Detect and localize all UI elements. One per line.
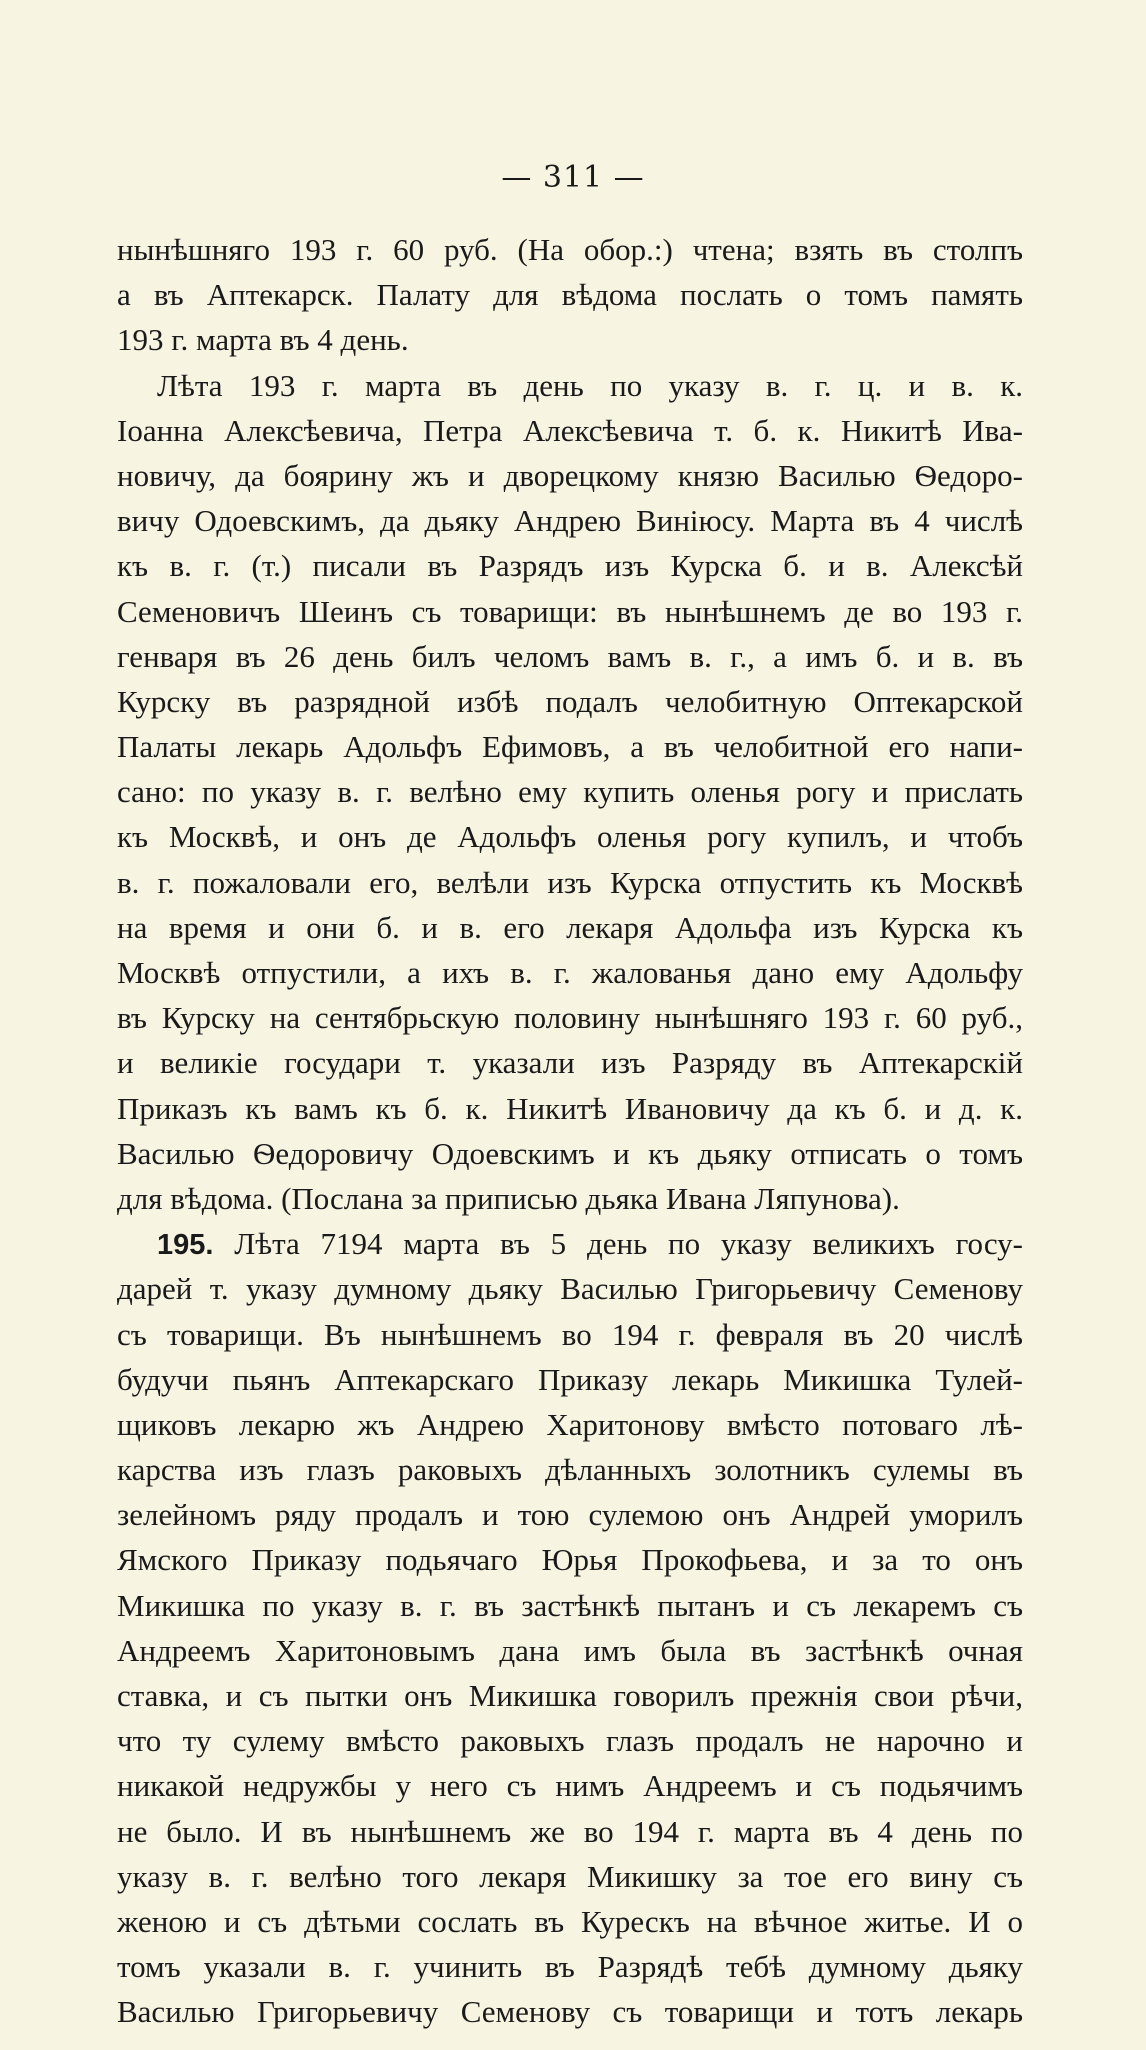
text-line: Семеновичъ Шеинъ съ товарищи: въ нынѣшнемъ де во 193 г. (117, 593, 1023, 629)
text-line: указу в. г. велѣно того лекаря Микишку за тое его вину съ (117, 1858, 1023, 1894)
text-line: Курску въ разрядной избѣ подалъ челобитную Оптекарской (117, 683, 1023, 719)
text-line: Ямского Приказу подьячаго Юрья Прокофьева, и за то онъ (117, 1542, 1023, 1578)
text-line: Приказъ къ вамъ къ б. к. Никитѣ Ивановичу да къ б. и д. к. (117, 1090, 1023, 1126)
text-line: Андреемъ Харитоновымъ дана имъ была въ застѣнкѣ очная (117, 1632, 1023, 1668)
text-line: Василью Ѳедоровичу Одоевскимъ и къ дьяку отписать о томъ (117, 1135, 1023, 1171)
text-line: что ту сулему вмѣсто раковыхъ глазъ продалъ не нарочно и (117, 1723, 1023, 1759)
text-line: Василью Григорьевичу Семенову съ товарищи и тотъ лекарь (117, 1994, 1023, 2030)
text-line: дарей т. указу думному дьяку Василью Григорьевичу Семенову (117, 1271, 1023, 1307)
text-line: нынѣшняго 193 г. 60 руб. (На обор.:) чтена; взять въ столпъ (117, 232, 1023, 267)
text-line: для вѣдома. (Послана за приписью дьяка Ивана Ляпунова). (117, 1180, 900, 1216)
page-number: — 311 — (501, 160, 645, 195)
text-line: карства изъ глазъ раковыхъ дѣланныхъ золотникъ сулемы въ (117, 1452, 1023, 1488)
text-line: 193 г. марта въ 4 день. (117, 322, 409, 358)
section-first-text: Лѣта 7194 марта въ 5 день по указу великихъ госу- (213, 1226, 1023, 1262)
text-line: ставка, и съ пытки онъ Микишка говорилъ прежнія свои рѣчи, (117, 1678, 1023, 1713)
text-line: вичу Одоевскимъ, да дьяку Андрею Виніюсу. Марта въ 4 числѣ (117, 503, 1023, 539)
text-line: никакой недружбы у него съ нимъ Андреемъ и съ подьячимъ (117, 1768, 1023, 1804)
text-line: новичу, да боярину жъ и дворецкому князю Василью Ѳедоро- (117, 457, 1023, 493)
text-line: къ Москвѣ, и онъ де Адольфъ оленья рогу купилъ, и чтобъ (117, 819, 1023, 855)
text-line: Микишка по указу в. г. въ застѣнкѣ пытанъ и съ лекаремъ съ (117, 1587, 1023, 1623)
text-line: в. г. пожаловали его, велѣли изъ Курска отпустить къ Москвѣ (117, 864, 1023, 900)
body-text (117, 227, 1023, 2035)
text-line: Іоанна Алексѣевича, Петра Алексѣевича т. б. к. Никитѣ Ива- (117, 412, 1023, 448)
text-line: генваря въ 26 день билъ челомъ вамъ в. г., а имъ б. и в. въ (117, 638, 1023, 674)
text-line: Лѣта 193 г. марта въ день по указу в. г. ц. и в. к. (157, 367, 1023, 403)
text-line: въ Курску на сентябрьскую половину нынѣшняго 193 г. 60 руб., (117, 1000, 1023, 1036)
text-line: а въ Аптекарск. Палату для вѣдома послать о томъ память (117, 277, 1023, 313)
text-line: къ в. г. (т.) писали въ Разрядъ изъ Курска б. и в. Алексѣй (117, 548, 1023, 584)
text-line: съ товарищи. Въ нынѣшнемъ во 194 г. февраля въ 20 числѣ (117, 1316, 1023, 1352)
text-line: будучи пьянъ Аптекарскаго Приказу лекарь Микишка Тулей- (117, 1361, 1023, 1397)
section-start-line (117, 1221, 1023, 1266)
text-line: Палаты лекарь Адольфъ Ефимовъ, а въ челобитной его напи- (117, 729, 1023, 765)
text-line: томъ указали в. г. учинить въ Разрядѣ тебѣ думному дьяку (117, 1949, 1023, 1985)
text-line: Москвѣ отпустили, а ихъ в. г. жалованья дано ему Адольфу (117, 955, 1023, 990)
text-line: сано: по указу в. г. велѣно ему купить оленья рогу и прислать (117, 774, 1023, 810)
text-line: щиковъ лекарю жъ Андрею Харитонову вмѣсто потоваго лѣ- (117, 1406, 1023, 1442)
text-line: зелейномъ ряду продалъ и тою сулемою онъ Андрей уморилъ (117, 1497, 1023, 1533)
section-number: 195. (157, 1229, 214, 1262)
text-line: не было. И въ нынѣшнемъ же во 194 г. марта въ 4 день по (117, 1813, 1023, 1849)
text-line: женою и съ дѣтьми сослать въ Курескъ на вѣчное житье. И о (117, 1903, 1023, 1939)
text-line: и великіе государи т. указали изъ Разряду въ Аптекарскій (117, 1045, 1023, 1081)
text-line: на время и они б. и в. его лекаря Адольфа изъ Курска къ (117, 909, 1023, 945)
